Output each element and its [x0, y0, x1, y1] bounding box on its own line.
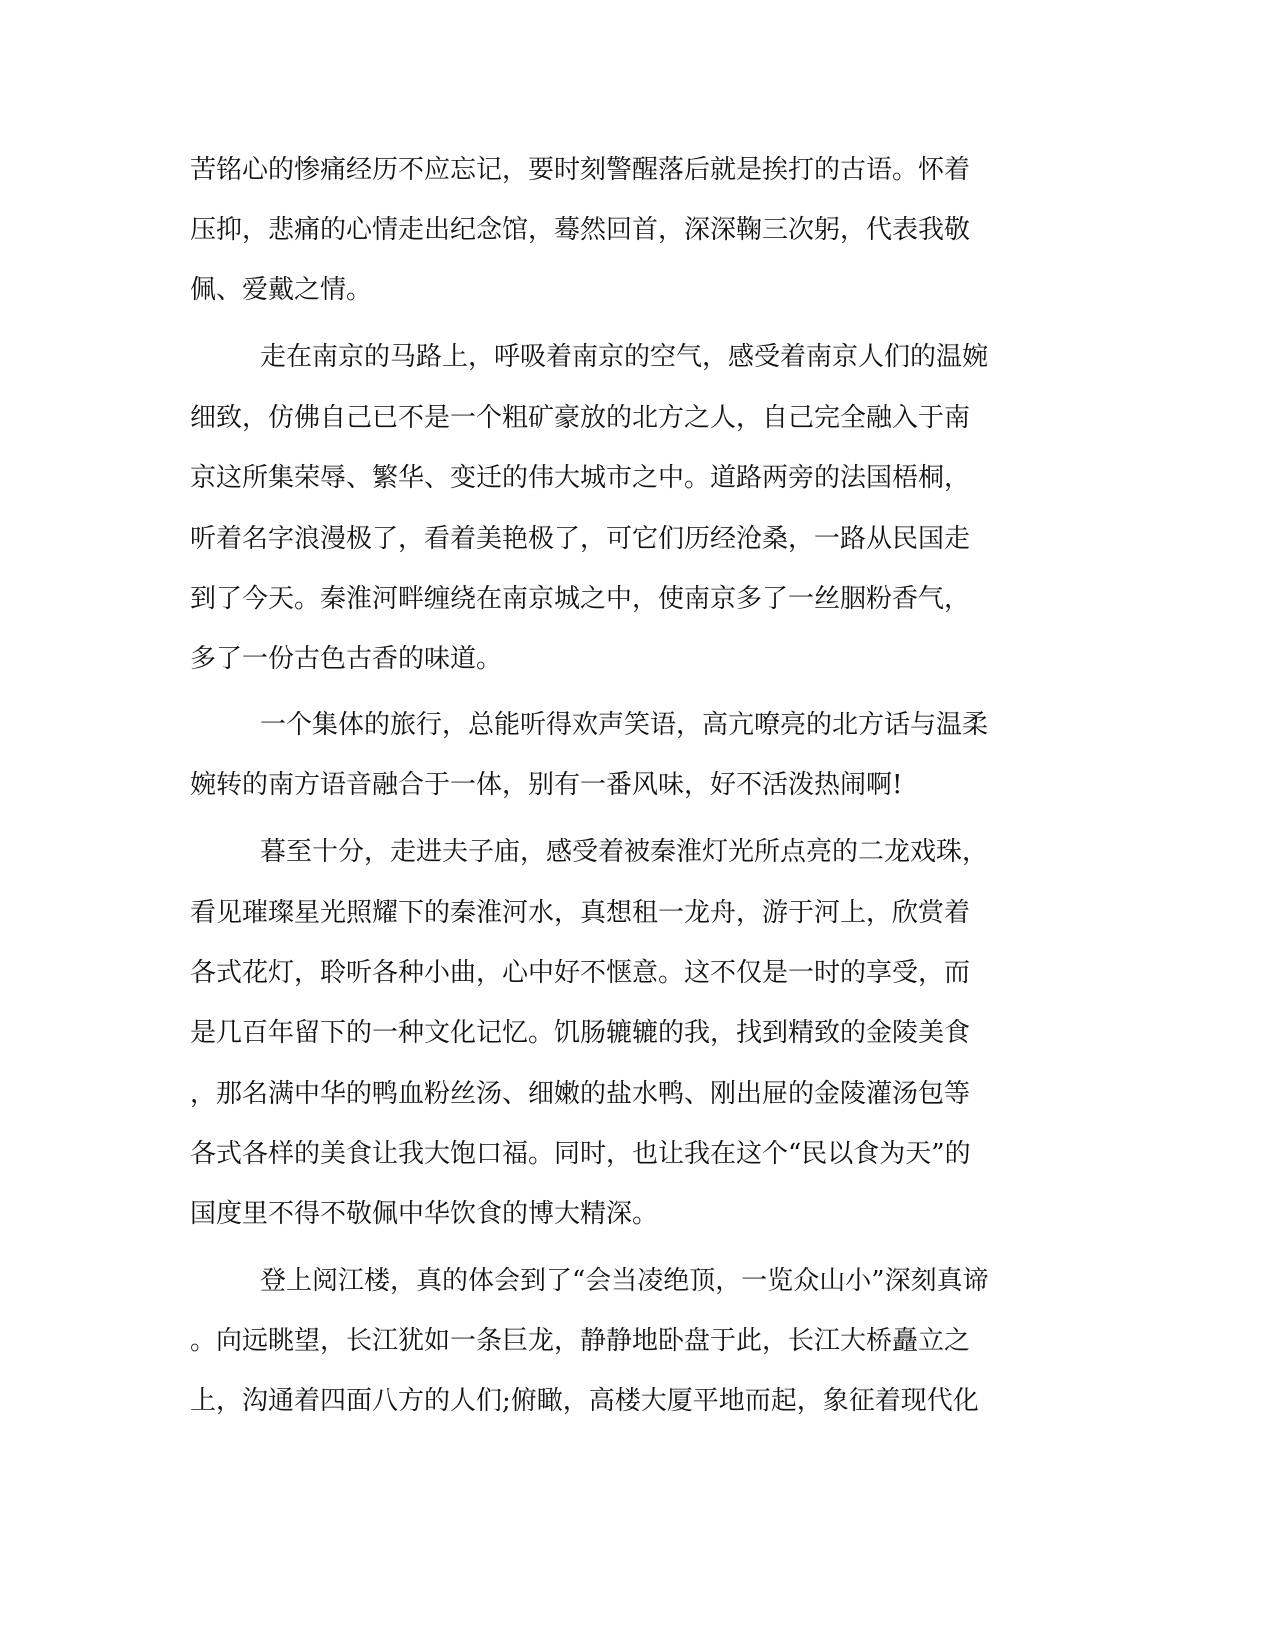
text-line: 多了一份古色古香的味道。 — [190, 644, 503, 674]
text-line: ，那名满中华的鸭血粉丝汤、细嫩的盐水鸭、刚出屉的金陵灌汤包等 — [190, 1079, 971, 1109]
text-line: 压抑，悲痛的心情走出纪念馆，蓦然回首，深深鞠三次躬，代表我敬 — [190, 215, 971, 245]
paragraph-first-line: 暮至十分，走进夫子庙，感受着被秦淮灯光所点亮的二龙戏珠， — [260, 837, 989, 867]
text-line: 苦铭心的惨痛经历不应忘记，要时刻警醒落后就是挨打的古语。怀着 — [190, 155, 971, 185]
text-line: 听着名字浪漫极了，看着美艳极了，可它们历经沧桑，一路从民国走 — [190, 524, 971, 554]
paragraph-first-line: 登上阅江楼，真的体会到了“会当凌绝顶，一览众山小”深刻真谛 — [260, 1266, 989, 1296]
text-line: 细致，仿佛自己已不是一个粗矿豪放的北方之人，自己完全融入于南 — [190, 403, 971, 433]
text-line: 各式花灯，聆听各种小曲，心中好不惬意。这不仅是一时的享受，而 — [190, 958, 971, 988]
paragraph-first-line: 走在南京的马路上，呼吸着南京的空气，感受着南京人们的温婉 — [260, 342, 989, 372]
text-line: 各式各样的美食让我大饱口福。同时，也让我在这个“民以食为天”的 — [190, 1139, 971, 1169]
text-line: 是几百年留下的一种文化记忆。饥肠辘辘的我，找到精致的金陵美食 — [190, 1018, 971, 1048]
text-line: 京这所集荣辱、繁华、变迁的伟大城市之中。道路两旁的法国梧桐， — [190, 463, 971, 493]
text-line: 到了今天。秦淮河畔缠绕在南京城之中，使南京多了一丝胭粉香气， — [190, 584, 971, 614]
text-line: 佩、爱戴之情。 — [190, 275, 373, 305]
paragraph-first-line: 一个集体的旅行，总能听得欢声笑语，高亢嘹亮的北方话与温柔 — [260, 710, 989, 740]
text-line: 国度里不得不敬佩中华饮食的博大精深。 — [190, 1199, 659, 1229]
text-line: 看见璀璨星光照耀下的秦淮河水，真想租一龙舟，游于河上，欣赏着 — [190, 898, 971, 928]
text-line: 。向远眺望，长江犹如一条巨龙，静静地卧盘于此，长江大桥矗立之 — [190, 1326, 971, 1356]
text-line: 婉转的南方语音融合于一体，别有一番风味，好不活泼热闹啊! — [190, 770, 903, 800]
text-line: 上，沟通着四面八方的人们;俯瞰，高楼大厦平地而起，象征着现代化 — [190, 1386, 979, 1416]
